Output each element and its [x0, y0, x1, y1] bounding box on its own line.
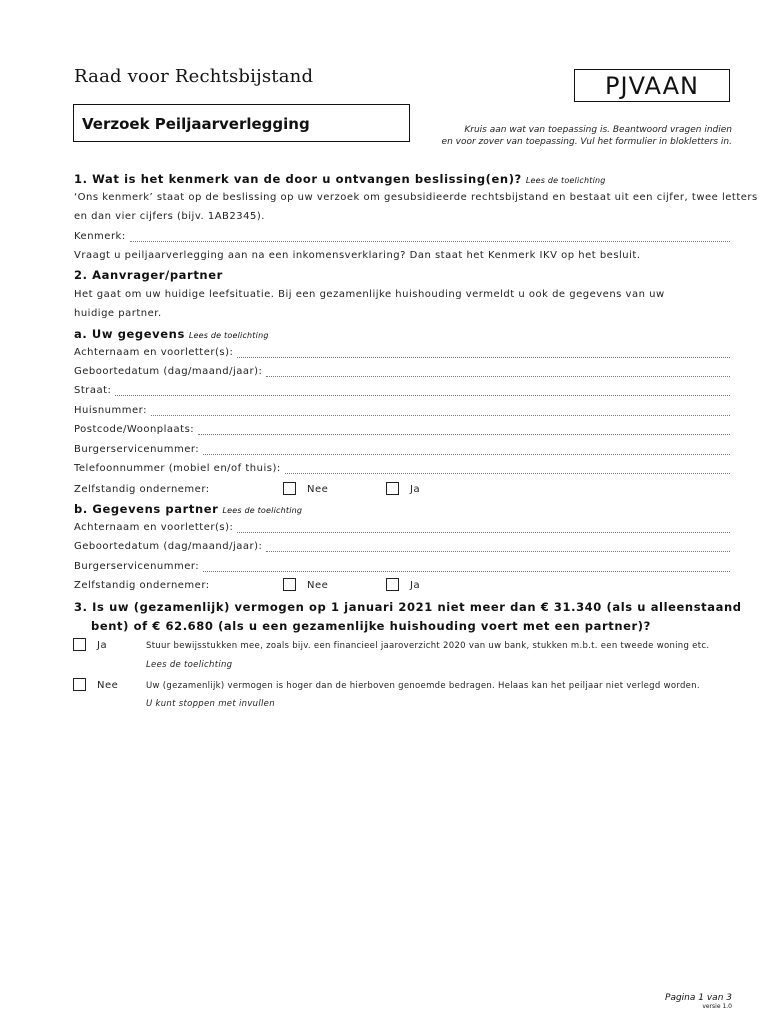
logo: Raad voor Rechtsbijstand — [74, 66, 314, 87]
vermogen-nee-label: Nee — [97, 680, 119, 691]
section3-heading-line2: bent) of € 62.680 (als u een gezamenlijke huishouding voert met een partner)? — [91, 619, 651, 633]
section2a-heading-text: a. Uw gegevens — [74, 327, 185, 341]
field-label: Geboortedatum (dag/maand/jaar): — [74, 366, 263, 377]
field-achternaam[interactable] — [74, 347, 730, 358]
form-title: Verzoek Peiljaarverlegging — [73, 104, 410, 142]
partner-zelfstandig-nee-label: Nee — [307, 580, 329, 591]
vermogen-ja-note: Lees de toelichting — [146, 660, 233, 670]
partner-zelfstandig-ja-label: Ja — [410, 580, 421, 591]
zelfstandig-label: Zelfstandig ondernemer: — [74, 484, 210, 495]
field-label: Achternaam en voorletter(s): — [74, 347, 234, 358]
partner-field-bsn[interactable] — [74, 561, 730, 572]
vermogen-nee-note: U kunt stoppen met invullen — [146, 699, 275, 709]
partner-zelfstandig-ja-checkbox[interactable] — [386, 578, 399, 591]
partner-zelfstandig-label: Zelfstandig ondernemer: — [74, 580, 210, 591]
section2-heading: 2. Aanvrager/partner — [74, 268, 223, 282]
kenmerk-label: Kenmerk: — [74, 231, 126, 242]
section3-heading-line1: 3. Is uw (gezamenlijk) vermogen op 1 januari 2021 niet meer dan € 31.340 (als u alleenstaand — [74, 600, 742, 614]
zelfstandig-nee-label: Nee — [307, 484, 329, 495]
input-line[interactable] — [266, 369, 730, 377]
partner-zelfstandig-nee-checkbox[interactable] — [283, 578, 296, 591]
section1-note: Lees de toelichting — [525, 176, 606, 185]
section2-text-line1: Het gaat om uw huidige leefsituatie. Bij een gezamenlijke huishouding vermeldt u ook de gegevens van uw — [74, 289, 665, 300]
vermogen-ja-text: Stuur bewijsstukken mee, zoals bijv. een financieel jaaroverzicht 2020 van uw bank, stukken m.b.t. een tweede woning etc. — [146, 641, 710, 651]
section2b-heading — [74, 502, 302, 516]
field-postcode[interactable] — [74, 424, 730, 435]
input-line[interactable] — [198, 427, 730, 435]
input-line[interactable] — [237, 525, 730, 533]
field-label: Burgerservicenummer: — [74, 561, 200, 572]
input-line[interactable] — [285, 466, 730, 474]
field-label: Huisnummer: — [74, 405, 147, 416]
section2a-heading — [74, 327, 269, 341]
input-line[interactable] — [237, 350, 730, 358]
input-line[interactable] — [151, 408, 730, 416]
section1-heading-text: 1. Wat is het kenmerk van de door u ontvangen beslissing(en)? — [74, 172, 522, 186]
vermogen-ja-label: Ja — [97, 640, 108, 651]
vermogen-nee-checkbox[interactable] — [73, 678, 86, 691]
field-telefoon[interactable] — [74, 463, 730, 474]
field-label: Postcode/Woonplaats: — [74, 424, 195, 435]
field-label: Achternaam en voorletter(s): — [74, 522, 234, 533]
field-bsn[interactable] — [74, 444, 730, 455]
vermogen-nee-text: Uw (gezamenlijk) vermogen is hoger dan de hierboven genoemde bedragen. Helaas kan het peiljaar niet verlegd worden. — [146, 681, 700, 691]
page-number: Pagina 1 van 3 — [665, 993, 732, 1003]
section2b-heading-text: b. Gegevens partner — [74, 502, 219, 516]
section1-ikv-text: Vraagt u peiljaarverlegging aan na een inkomensverklaring? Dan staat het Kenmerk IKV op het besluit. — [74, 250, 641, 261]
instruction-line-1: Kruis aan wat van toepassing is. Beantwoord vragen indien — [464, 125, 732, 135]
zelfstandig-nee-checkbox[interactable] — [283, 482, 296, 495]
section2a-note: Lees de toelichting — [188, 331, 269, 340]
field-label: Burgerservicenummer: — [74, 444, 200, 455]
instruction-line-2: en voor zover van toepassing. Vul het formulier in blokletters in. — [441, 137, 732, 147]
field-straat[interactable] — [74, 385, 730, 396]
version-label: versie 1.0 — [702, 1003, 732, 1010]
input-line[interactable] — [115, 388, 730, 396]
section1-text-line2: en dan vier cijfers (bijv. 1AB2345). — [74, 211, 265, 222]
partner-field-achternaam[interactable] — [74, 522, 730, 533]
vermogen-ja-checkbox[interactable] — [73, 638, 86, 651]
form-code: PJVAAN — [574, 69, 730, 102]
kenmerk-input-line[interactable] — [130, 234, 730, 242]
instruction-text — [410, 124, 732, 148]
field-huisnummer[interactable] — [74, 405, 730, 416]
kenmerk-field[interactable] — [74, 231, 730, 242]
input-line[interactable] — [203, 564, 730, 572]
field-label: Straat: — [74, 385, 112, 396]
partner-field-geboortedatum[interactable] — [74, 541, 730, 552]
field-label: Telefoonnummer (mobiel en/of thuis): — [74, 463, 281, 474]
field-label: Geboortedatum (dag/maand/jaar): — [74, 541, 263, 552]
section2-text-line2: huidige partner. — [74, 308, 162, 319]
zelfstandig-ja-checkbox[interactable] — [386, 482, 399, 495]
section2b-note: Lees de toelichting — [222, 506, 303, 515]
section1-heading — [74, 172, 606, 186]
input-line[interactable] — [203, 447, 730, 455]
section1-text-line1: ‘Ons kenmerk’ staat op de beslissing op uw verzoek om gesubsidieerde rechtsbijstand en bestaat uit een cijfer, twee letters — [74, 192, 758, 203]
field-geboortedatum[interactable] — [74, 366, 730, 377]
zelfstandig-ja-label: Ja — [410, 484, 421, 495]
input-line[interactable] — [266, 544, 730, 552]
